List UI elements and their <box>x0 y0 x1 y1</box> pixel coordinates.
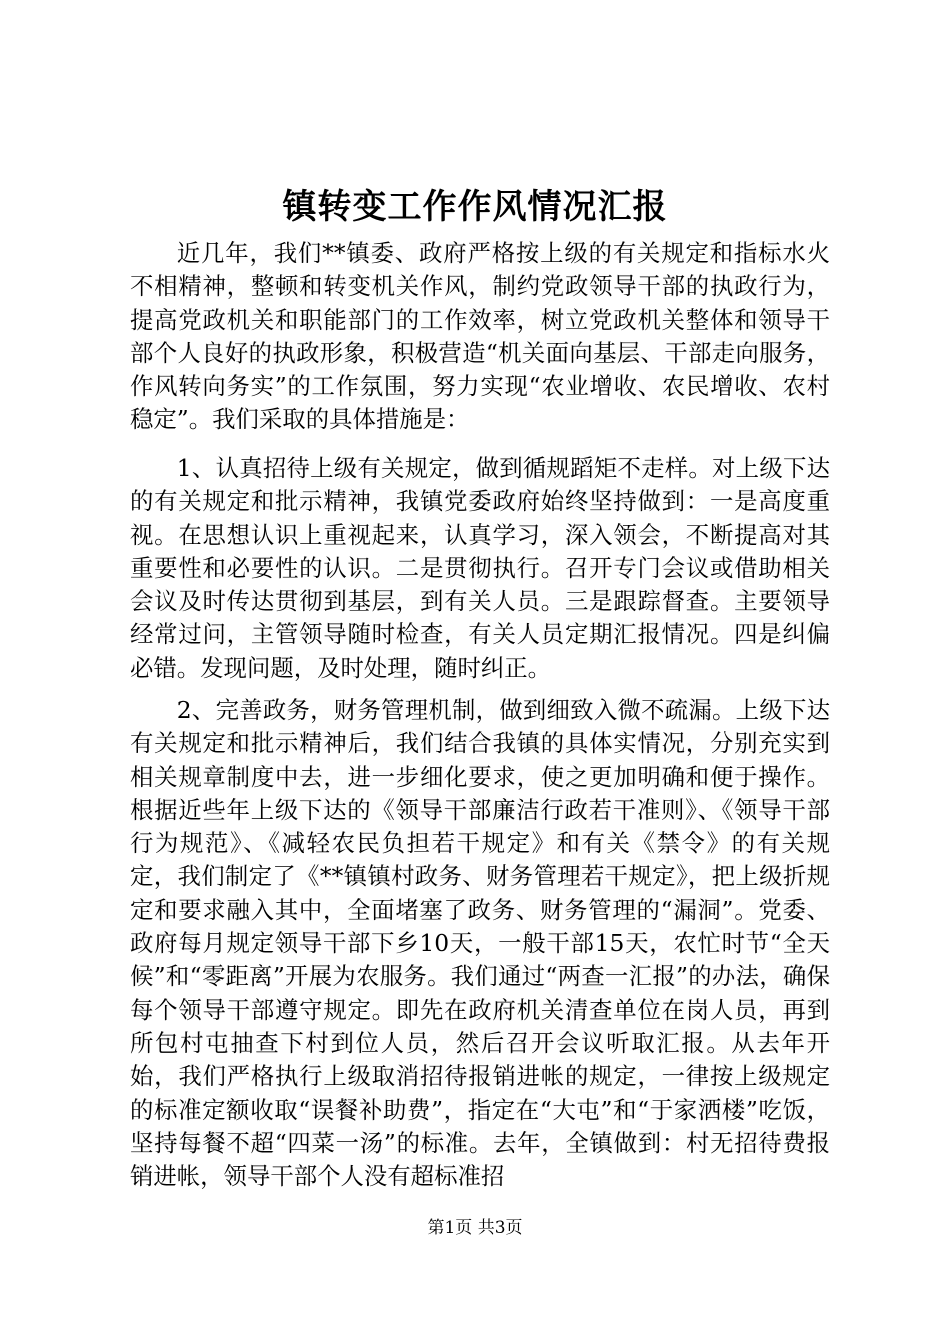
paragraph-intro: 近几年，我们**镇委、政府严格按上级的有关规定和指标水火不相精神，整顿和转变机关作风，制约党政领导干部的执政行为，提高党政机关和职能部门的工作效率，树立党政机关整体和领导干部个人良好的执政形象，积极营造“机关面向基层、干部走向服务，作风转向务实”的工作氛围，努力实现“农业增收、农民增收、农村稳定”。我们采取的具体措施是： <box>130 239 830 434</box>
paragraph-item-1: 1、认真招待上级有关规定，做到循规蹈矩不走样。对上级下达的有关规定和批示精神，我镇党委政府始终坚持做到：一是高度重视。在思想认识上重视起来，认真学习，深入领会，不断提高对其重要性和必要性的认识。二是贯彻执行。召开专门会议或借助相关会议及时传达贯彻到基层，到有关人员。三是跟踪督查。主要领导经常过问，主管领导随时检查，有关人员定期汇报情况。四是纠偏必错。发现问题，及时处理，随时纠正。 <box>130 454 830 682</box>
paragraph-item-2: 2、完善政务，财务管理机制，做到细致入微不疏漏。上级下达有关规定和批示精神后，我们结合我镇的具体实情况，分别充实到相关规章制度中去，进一步细化要求，使之更加明确和便于操作。根据近些年上级下达的《领导干部廉洁行政若干准则》、《领导干部行为规范》、《减轻农民负担若干规定》和有关《禁令》的有关规定，我们制定了《**镇镇村政务、财务管理若干规定》，把上级折规定和要求融入其中，全面堵塞了政务、财务管理的“漏洞”。党委、政府每月规定领导干部下乡10天，一般干部15天，农忙时节“全天候”和“零距离”开展为农服务。我们通过“两查一汇报”的办法，确保每个领导干部遵守规定。即先在政府机关清查单位在岗人员，再到所包村屯抽查下村到位人员，然后召开会议听取汇报。从去年开始，我们严格执行上级取消招待报销进帐的规定，一律按上级规定的标准定额收取“误餐补助费”，指定在“大屯”和“于家洒楼”吃饭，坚持每餐不超“四菜一汤”的标准。去年，全镇做到：村无招待费报销进帐，领导干部个人没有超标准招 <box>130 696 830 1191</box>
page-number-footer: 第1页 共3页 <box>427 1218 523 1238</box>
document-title: 镇转变工作作风情况汇报 <box>282 187 668 227</box>
